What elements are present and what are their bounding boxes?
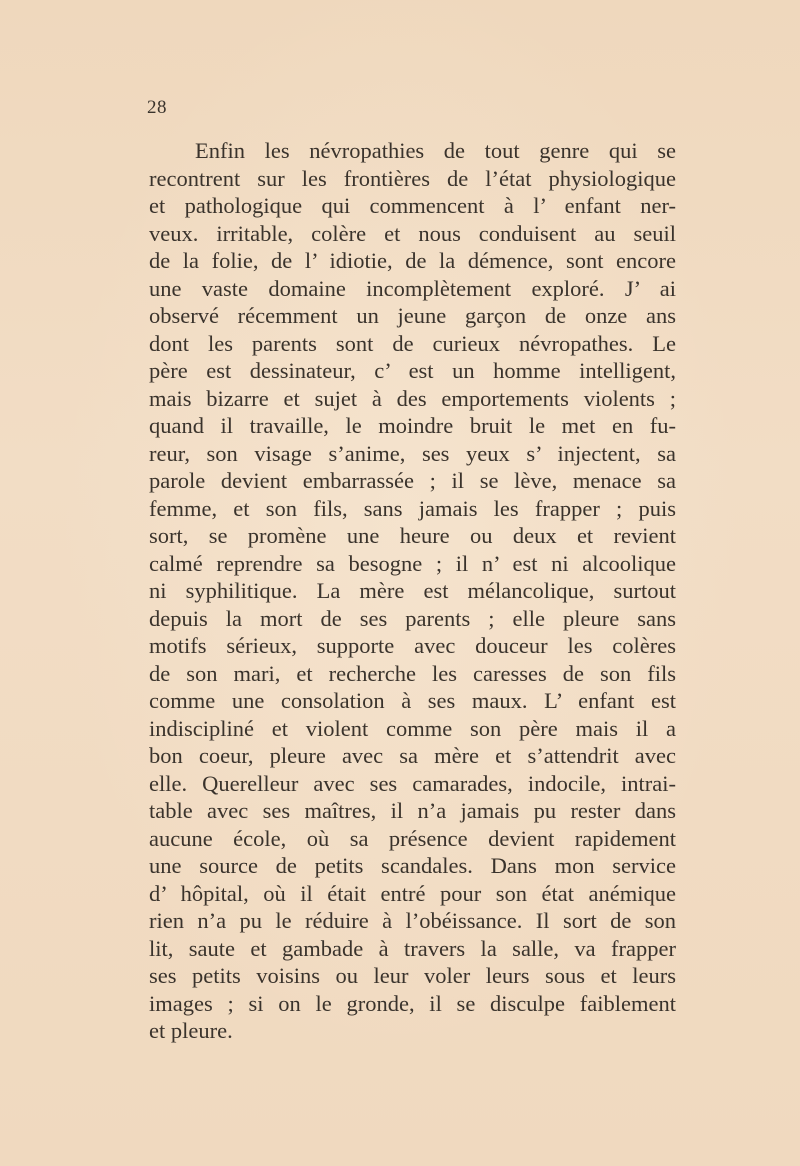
text-line: images ; si on le gronde, il se disculpe faiblement: [149, 990, 676, 1016]
text-line: aucune école, où sa présence devient rapidement: [149, 825, 676, 851]
text-line: bon coeur, pleure avec sa mère et s’attendrit avec: [149, 743, 676, 768]
text-line: mais bizarre et sujet à des emportements violents ;: [149, 385, 676, 411]
text-line: calmé reprendre sa besogne ; il n’ est ni alcoolique: [149, 550, 676, 576]
text-line: Enfin les névropathies de tout genre qui se: [195, 138, 676, 163]
text-line: indiscipliné et violent comme son père mais il a: [149, 715, 676, 741]
text-line: observé récemment un jeune garçon de onze ans: [149, 303, 676, 328]
text-line: de son mari, et recherche les caresses de son fils: [149, 660, 676, 686]
text-line: une source de petits scandales. Dans mon service: [149, 853, 676, 878]
text-line: et pathologique qui commencent à l’ enfant ner-: [149, 193, 676, 218]
page-number: 28: [147, 97, 167, 118]
text-line: d’ hôpital, où il était entré pour son état anémique: [149, 880, 676, 906]
text-line: de la folie, de l’ idiotie, de la démence, sont encore: [149, 248, 676, 273]
text-line: motifs sérieux, supporte avec douceur les colères: [149, 633, 676, 658]
text-line: ni syphilitique. La mère est mélancolique, surtout: [149, 578, 676, 603]
text-line: depuis la mort de ses parents ; elle pleure sans: [149, 605, 676, 631]
text-line: reur, son visage s’anime, ses yeux s’ injectent, sa: [149, 440, 676, 466]
text-line: comme une consolation à ses maux. L’ enfant est: [149, 688, 676, 713]
text-line: parole devient embarrassée ; il se lève, menace sa: [149, 468, 676, 493]
text-line: une vaste domaine incomplètement exploré. J’ ai: [149, 275, 676, 301]
text-line: veux. irritable, colère et nous conduisent au seuil: [149, 220, 676, 246]
text-line: recontrent sur les frontières de l’état physiologique: [149, 165, 676, 191]
text-line: femme, et son fils, sans jamais les frapper ; puis: [149, 495, 676, 521]
text-line: père est dessinateur, c’ est un homme intelligent,: [149, 358, 676, 383]
body-text: [149, 137, 676, 1045]
text-line: rien n’a pu le réduire à l’obéissance. Il sort de son: [149, 908, 676, 933]
text-line: quand il travaille, le moindre bruit le met en fu-: [149, 413, 676, 438]
text-line: table avec ses maîtres, il n’a jamais pu rester dans: [149, 798, 676, 823]
text-line: et pleure.: [149, 1018, 233, 1043]
text-line: dont les parents sont de curieux névropathes. Le: [149, 330, 676, 356]
text-line: lit, saute et gambade à travers la salle, va frapper: [149, 935, 676, 961]
text-line: elle. Querelleur avec ses camarades, indocile, intrai-: [149, 770, 676, 796]
text-line: ses petits voisins ou leur voler leurs sous et leurs: [149, 963, 676, 988]
text-line: sort, se promène une heure ou deux et revient: [149, 523, 676, 548]
